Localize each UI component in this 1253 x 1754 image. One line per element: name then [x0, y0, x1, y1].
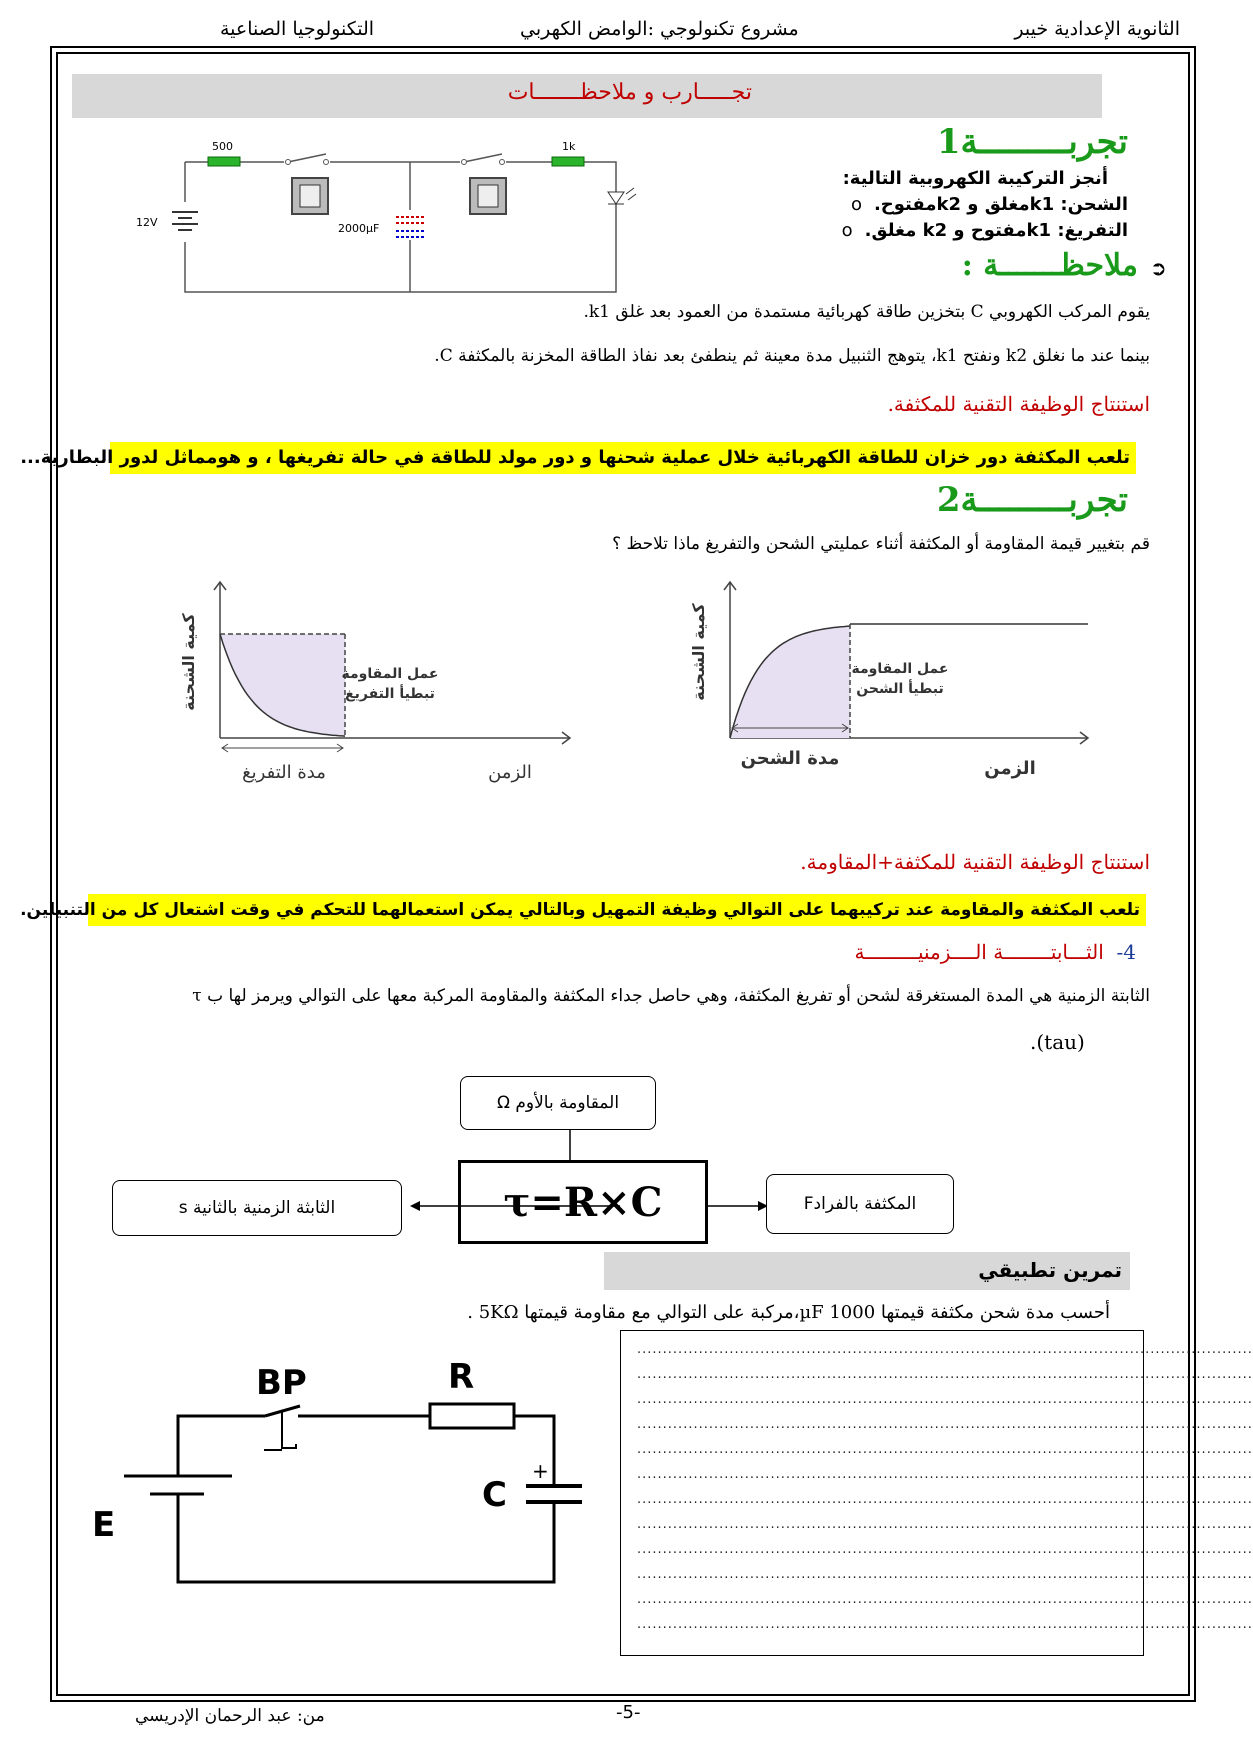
section4-heading: 4- الثـــابتــــــــة الــــزمنيـــــــــة: [854, 940, 1136, 964]
experiment2-question: قم بتغيير قيمة المقاومة أو المكثفة أثناء عمليتي الشحن والتفريغ ماذا تلاحظ ؟: [612, 534, 1150, 554]
bp-label: BP: [256, 1363, 307, 1403]
bullet-discharge: التفريغ: k1مفتوح و k2 مغلق.o: [841, 220, 1128, 241]
experiment1-intro: أنجز التركيبة الكهروبية التالية:: [842, 168, 1108, 189]
discharge-note-2: تبطيأ التفريغ: [345, 686, 435, 702]
formula-resistance-box: المقاومة بالأوم Ω: [460, 1076, 656, 1130]
formula-capacitor-box: المكثفة بالفرادF: [766, 1174, 954, 1234]
discharge-xlabel: الزمن: [488, 762, 532, 783]
formula-time-box: الثابثة الزمنية بالثانية s: [112, 1180, 402, 1236]
discharge-graph: [180, 578, 580, 798]
charge-note-2: تبطيأ الشحن: [856, 681, 944, 697]
exercise-bar: [604, 1252, 1130, 1290]
experiment1-circuit: [130, 132, 650, 302]
header-project: مشروع تكنولوجي :الوامض الكهربي: [520, 18, 799, 40]
footer-page-number: -5-: [616, 1702, 641, 1723]
note-title: ملاحظـــــــة :: [961, 248, 1138, 283]
header-school: الثانوية الإعدادية خيبر: [1014, 18, 1180, 40]
note-arrow-icon: ➲: [1150, 256, 1167, 280]
page-title: تجـــــارب و ملاحظـــــــات: [507, 80, 752, 105]
battery-label: 12V: [136, 216, 158, 229]
bullet-charge: الشحن: k1مغلق و k2مفتوح.o: [850, 194, 1128, 215]
r-label: R: [448, 1357, 475, 1397]
experiment1-title: تجربـــــــــة1: [936, 122, 1128, 162]
exercise-circuit: [90, 1358, 610, 1608]
capacitor-label: 2000µF: [338, 222, 380, 235]
experiment2-title: تجربـــــــــة2: [936, 480, 1128, 520]
section4-para-2: .(tau): [1030, 1030, 1085, 1054]
deduction1-text: تلعب المكثفة دور خزان للطاقة الكهربائية خلال عملية شحنها و دور مولد للطاقة في حالة تفريغها ، و هومماثل لدور البطارية...: [110, 442, 1136, 474]
e-label: E: [92, 1505, 116, 1545]
charge-note-1: عمل المقاومة: [851, 661, 949, 677]
deduction2-title: استنتاج الوظيفة التقنية للمكثفة+المقاومة.: [800, 850, 1150, 874]
discharge-ylabel: كمية الشحنة: [179, 613, 198, 711]
led-icon: [608, 192, 624, 204]
footer-author: من: عبد الرحمان الإدريسي: [135, 1706, 325, 1726]
discharge-duration: مدة التفريغ: [242, 762, 326, 783]
discharge-note-1: عمل المقاومة: [341, 666, 439, 682]
r2-label: 1k: [562, 140, 576, 153]
r1-label: 500: [212, 140, 233, 153]
discharge-area: [220, 634, 345, 738]
c-label: C: [482, 1475, 507, 1515]
charge-ylabel: كمية الشحنة: [689, 603, 708, 701]
tau-formula: τ=R×C: [458, 1160, 708, 1244]
charge-graph: [690, 578, 1100, 798]
section4-para-1: الثابتة الزمنية هي المدة المستغرقة لشحن أو تفريغ المكثفة، وهي حاصل جداء المكثفة والمقاومة المركبة معها على التوالي ويرمز لها ب τ: [192, 986, 1150, 1006]
charge-xlabel: الزمن: [984, 758, 1036, 779]
header-subject: التكنولوجيا الصناعية: [220, 18, 375, 40]
answer-lines: ........................................................................................................................ ........................................................................................................................ ........................................................................................................................ ........................................................................................................................ ........................................................................................................................ ........................................................................................................................ ........................................................................................................................ ........................................................................................................................ ........................................................................................................................ ........................................................................................................................ ........................................................................................................................ ........................................................................................................................: [637, 1342, 1253, 1632]
note-line-2: بينما عند ما نغلق k2 ونفتح k1، يتوهج الثنبيل مدة معينة ثم ينطفئ بعد نفاذ الطاقة المخزنة بالمكثفة C.: [434, 346, 1150, 366]
charge-area: [730, 626, 850, 738]
exercise-title: تمرين تطبيقي: [978, 1258, 1122, 1282]
title-bar: [72, 74, 1102, 118]
plus-label: +: [532, 1459, 549, 1483]
answer-box[interactable]: [620, 1330, 1253, 1656]
deduction1-title: استنتاج الوظيفة التقنية للمكثفة.: [887, 392, 1150, 416]
charge-duration: مدة الشحن: [740, 748, 840, 769]
exercise-question: أحسب مدة شحن مكثفة قيمتها 1000 µF،مركبة على التوالي مع مقاومة قيمتها 5KΩ .: [467, 1302, 1110, 1323]
note-line-1: يقوم المركب الكهروبي C بتخزين طاقة كهربائية مستمدة من العمود بعد غلق k1.: [583, 302, 1150, 322]
deduction2-text: تلعب المكثفة والمقاومة عند تركيبهما على التوالي وظيفة التمهيل وبالتالي يمكن استعمالهما للتحكم في وقت اشتعال كل من التنبيلين.: [88, 894, 1146, 926]
